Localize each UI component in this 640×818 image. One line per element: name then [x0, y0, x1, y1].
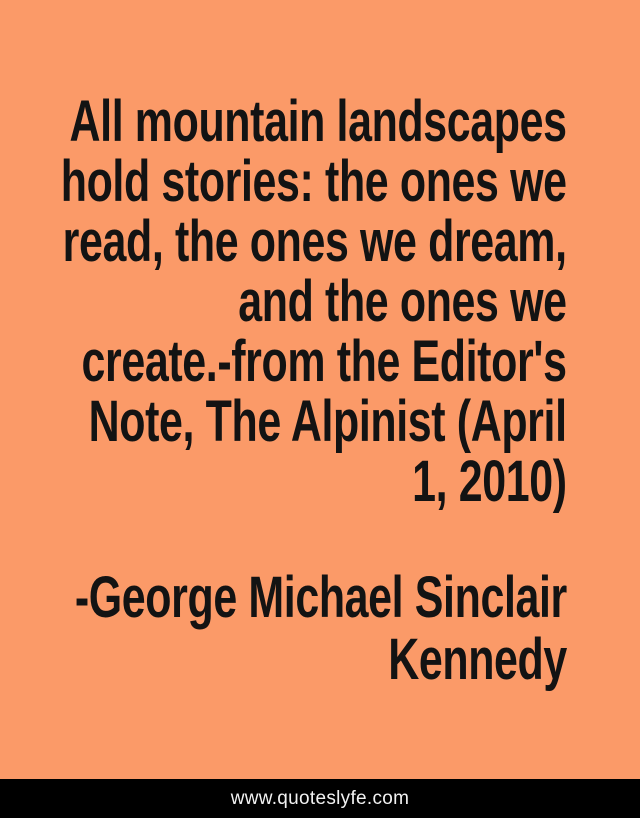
quote-line-5: create.-from the Editor's [81, 329, 568, 394]
quote-text [61, 89, 568, 514]
quote-line-3: read, the ones we dream, [63, 209, 568, 274]
attribution-line-2: Kennedy [388, 627, 567, 692]
website-url: www.quoteslyfe.com [230, 787, 410, 809]
quote-line-4: and the ones we [238, 269, 568, 334]
quote-attribution [75, 567, 567, 691]
quote-line-2: hold stories: the ones we [61, 149, 567, 214]
attribution-line-1: -George Michael Sinclair [74, 565, 567, 630]
quote-line-6: Note, The Alpinist (April [89, 389, 568, 454]
quote-line-7: 1, 2010) [412, 449, 567, 514]
quote-line-1: All mountain landscapes [69, 89, 567, 154]
footer-bar [0, 779, 640, 818]
